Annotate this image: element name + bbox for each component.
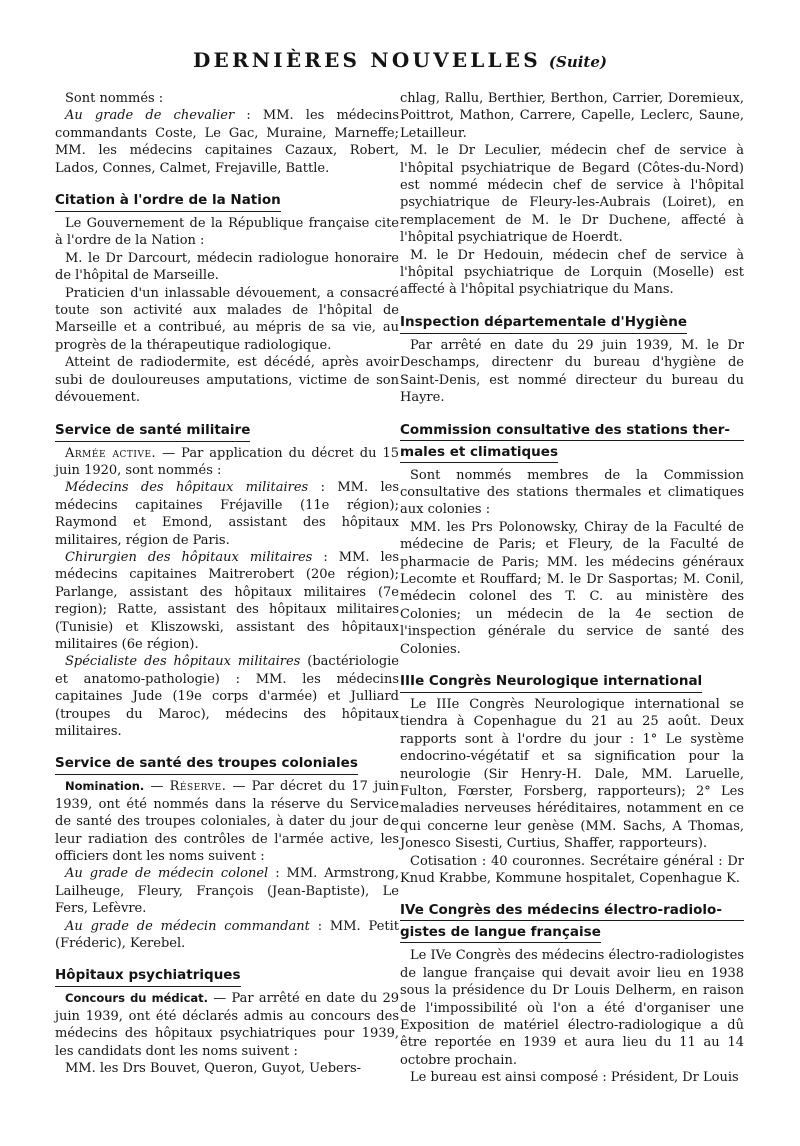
commission-p2: MM. les Prs Polonowsky, Chiray de la Faculté de médecine de Paris; et Fleury, de la Faculté de pharmacie de Paris; MM. les médecins généraux Lecomte et Rouffard; M. le Dr Sasportas; M. Conil, médecin colonel des T. C. au ministère des Colonies; un médecin de la 4e section de l'inspection générale du service de santé des Colonies.	[400, 519, 744, 657]
neuro-p2: Cotisation : 40 couronnes. Secrétaire général : Dr Knud Krabbe, Kommune hospitalet, Copenhague K.	[400, 853, 744, 887]
citation-p1: Le Gouvernement de la République française cite à l'ordre de la Nation :	[55, 216, 399, 249]
electro-p2: Le bureau est ainsi composé : Président, Dr Louis	[410, 1070, 739, 1086]
section-heading-citation: Citation à l'ordre de la Nation	[55, 191, 281, 212]
right-column	[400, 90, 744, 1087]
page-title: DERNIÈRES NOUVELLES	[193, 48, 541, 72]
psych-cont-p2: M. le Dr Leculier, médecin chef de service à l'hôpital psychiatrique de Begard (Côtes-du-Nord) est nommé médecin chef de service à l'hôpital psychiatrique de Fleury-les-Aubrais (Loiret), en remplacement de M. le Dr Duchene, affecté à l'hôpital psychiatrique de Hoerdt.	[400, 143, 744, 246]
inspection-p1: Par arrêté en date du 29 juin 1939, M. le Dr Deschamps, directenr du bureau d'hygiène de Saint-Denis, est nommé directeur du bureau du Hayre.	[400, 337, 744, 406]
electro-p1: Le IVe Congrès des médecins électro-radiologistes de langue française qui devait avoir lieu en 1938 sous la présidence du Dr Louis Delherm, en raison de l'impossibilité où l'on a été d'organiser une Exposition de matériel électro-radiologique a dû être reportée en 1939 et aura lieu du 11 au 14 octobre prochain.	[400, 948, 744, 1068]
psychiatriques-p1: Concours du médicat. — Par arrêté en date du 29 juin 1939, ont été déclarés admis au concours des médecins des hôpitaux psychiatriques pour 1939, les candidats dont les noms suivent :	[55, 991, 399, 1059]
coloniales-p3: Au grade de médecin commandant : MM. Petit (Fréderic), Kerebel.	[55, 918, 399, 952]
section-heading-inspection: Inspection départementale d'Hygiène	[400, 313, 687, 334]
intro-chevalier: Au grade de chevalier : MM. les médecins commandants Coste, Le Gac, Muraine, Marneffe; MM. les médecins capitaines Cazaux, Robert, Lados, Connes, Calmet, Frejaville, Battle.	[55, 108, 399, 176]
section-heading-electro: IVe Congrès des médecins électro-radiolo- gistes de langue française	[400, 901, 744, 944]
neuro-p1: Le IIIe Congrès Neurologique international se tiendra à Copenhague du 21 au 25 août. Deux rapports sont à l'ordre du jour : 1° Le système endocrino-végétatif et sa signification pour la neurologie (Sir Henry-H. Dale, MM. Laruelle, Fulton, Fœrster, Forsberg, rapporteurs); 2° Les maladies nerveuses héréditaires, notamment en ce qui concerne leur genèse (MM. Sachs, A Thomas, Jonesco Sisesti, Curtius, Shaffer, rapporteurs).	[400, 696, 744, 852]
coloniales-p1: Nomination. — Réserve. — Par décret du 17 juin 1939, ont été nommés dans la réserve du Service de santé des troupes coloniales, à dater du jour de leur radiation des contrôles de l'armée active, les officiers dont les noms suivent :	[55, 779, 399, 865]
commission-p1: Sont nommés membres de la Commission consultative des stations thermales et climatiques aux colonies :	[400, 467, 744, 518]
section-heading-psychiatriques: Hôpitaux psychiatriques	[55, 966, 241, 987]
militaire-p2: Médecins des hôpitaux militaires : MM. les médecins capitaines Fréjaville (11e région); Raymond et Emond, assistant des hôpitaux militaires, région de Paris.	[55, 480, 399, 548]
psychiatriques-p2: MM. les Drs Bouvet, Queron, Guyot, Uebers-	[65, 1061, 362, 1077]
page-header	[0, 48, 800, 72]
militaire-p1: Armée active. — Par application du décret du 15 juin 1920, sont nommés :	[55, 445, 399, 478]
section-heading-neuro: IIIe Congrès Neurologique international	[400, 672, 702, 693]
militaire-p3: Chirurgien des hôpitaux militaires : MM. les médecins capitaines Maitrerobert (20e région); Parlange, assistant des hôpitaux militaires (7e region); Ratte, assistant des hôpitaux militaires (Tunisie) et Kliszowski, assistant des hôpitaux militaires (6e région).	[55, 549, 399, 652]
intro-paragraph: Sont nommés :	[65, 91, 164, 106]
page-title-suite: (Suite)	[548, 53, 607, 71]
psych-cont-p1: chlag, Rallu, Berthier, Berthon, Carrier, Doremieux, Poittrot, Mathon, Carrere, Capelle, Leclerc, Saune, Letailleur.	[400, 91, 744, 141]
militaire-p4: Spécialiste des hôpitaux militaires (bactériologie et anatomo-pathologie) : MM. les médecins capitaines Jude (19e corps d'armée) et Julliard (troupes du Maroc), médecins des hôpitaux militaires.	[55, 654, 399, 739]
psych-cont-p3: M. le Dr Hedouin, médecin chef de service à l'hôpital psychiatrique de Lorquin (Moselle) est affecté à l'hôpital psychiatrique du Mans.	[400, 247, 744, 298]
section-heading-commission: Commission consultative des stations ther- males et climatiques	[400, 421, 744, 464]
section-heading-militaire: Service de santé militaire	[55, 421, 250, 442]
coloniales-p2: Au grade de médecin colonel : MM. Armstrong, Lailheuge, Fleury, François (Jean-Baptiste), Le Fers, Lefèvre.	[55, 866, 399, 917]
section-heading-coloniales: Service de santé des troupes coloniales	[55, 754, 358, 775]
citation-p3: Praticien d'un inlassable dévouement, a consacré toute son activité aux malades de l'hôpital de Marseille et a contribué, au mépris de sa vie, au progrès de la thérapeutique radiologique.	[55, 285, 399, 353]
citation-p2: M. le Dr Darcourt, médecin radiologue honoraire de l'hôpital de Marseille.	[55, 250, 399, 284]
left-column	[55, 90, 399, 1078]
citation-p4: Atteint de radiodermite, est décédé, après avoir subi de douloureuses amputations, victime de son dévouement.	[55, 355, 399, 406]
